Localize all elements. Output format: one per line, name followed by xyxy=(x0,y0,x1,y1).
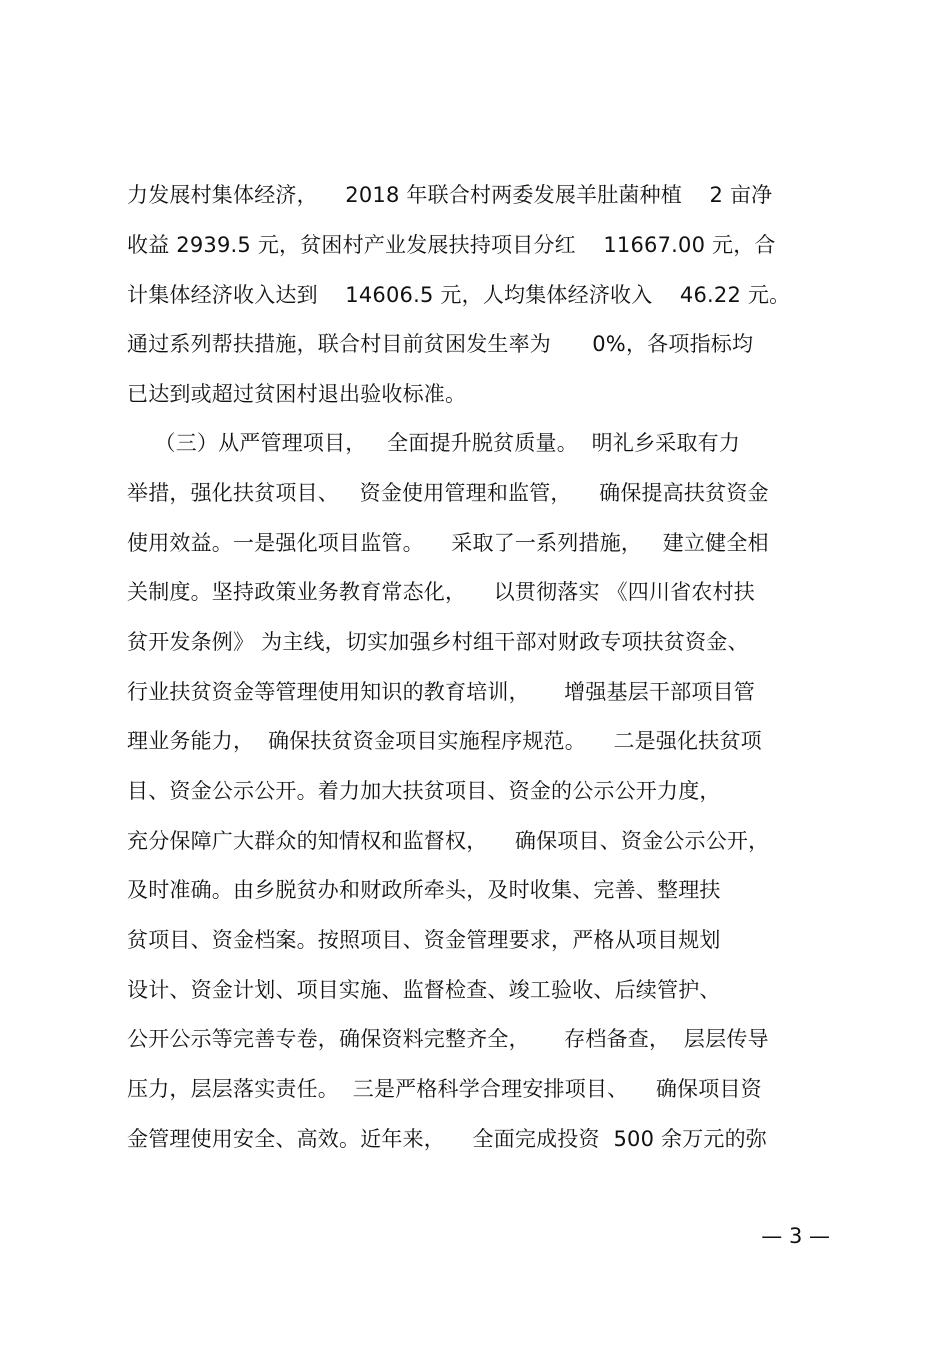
text-line: 举措，强化扶贫项目、 资金使用管理和监管， 确保提高扶贫资金 xyxy=(127,481,769,505)
text-line: 已达到或超过贫困村退出验收标准。 xyxy=(127,382,467,406)
text-line: （三）从严管理项目， 全面提升脱贫质量。 明礼乡采取有力 xyxy=(127,431,741,455)
text-line: 使用效益。一是强化项目监管。 采取了一系列措施， 建立健全相 xyxy=(127,531,769,555)
text-line: 公开公示等完善专卷，确保资料完整齐全， 存档备查， 层层传导 xyxy=(127,1027,769,1051)
text-line: 行业扶贫资金等管理使用知识的教育培训， 增强基层干部项目管 xyxy=(127,680,755,704)
text-line: 贫项目、资金档案。按照项目、资金管理要求，严格从项目规划 xyxy=(127,928,721,952)
text-line: 计集体经济收入达到 14606.5 元，人均集体经济收入 46.22 元。 xyxy=(127,283,791,307)
text-line: 设计、资金计划、项目实施、监督检查、竣工验收、后续管护、 xyxy=(127,978,721,1002)
text-line: 及时准确。由乡脱贫办和财政所牵头，及时收集、完善、整理扶 xyxy=(127,878,721,902)
text-line: 通过系列帮扶措施，联合村目前贫困发生率为 0%，各项指标均 xyxy=(127,332,754,356)
text-line: 理业务能力， 确保扶贫资金项目实施程序规范。 二是强化扶贫项 xyxy=(127,729,762,753)
text-line: 压力，层层落实责任。 三是严格科学合理安排项目、 确保项目资 xyxy=(127,1077,762,1101)
text-line: 贫开发条例》 为主线，切实加强乡村组干部对财政专项扶贫资金、 xyxy=(127,630,749,654)
text-line: 关制度。坚持政策业务教育常态化， 以贯彻落实 《四川省农村扶 xyxy=(127,580,755,604)
text-line: 力发展村集体经济， 2018 年联合村两委发展羊肚菌种植 2 亩净 xyxy=(127,183,773,207)
text-line: 金管理使用安全、高效。近年来， 全面完成投资 500 余万元的弥 xyxy=(127,1127,768,1151)
text-line: 目、资金公示公开。着力加大扶贫项目、资金的公示公开力度， xyxy=(127,779,721,803)
text-line: 充分保障广大群众的知情权和监督权， 确保项目、资金公示公开， xyxy=(127,829,770,853)
text-line: 收益 2939.5 元，贫困村产业发展扶持项目分红 11667.00 元，合 xyxy=(127,233,776,257)
page-number: — 3 — xyxy=(761,1224,830,1248)
